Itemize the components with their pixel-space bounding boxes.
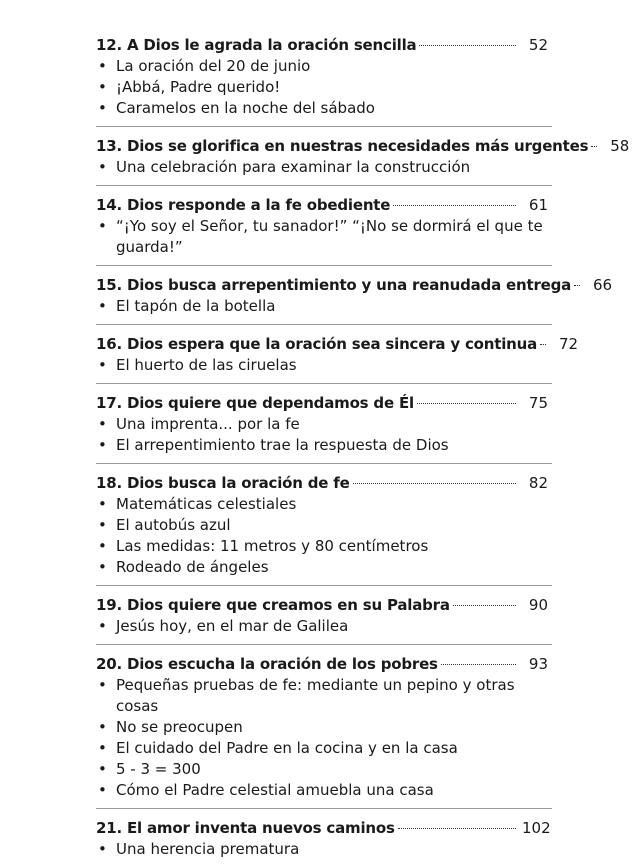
subsection-item — [96, 616, 548, 637]
bullet-icon: • — [98, 158, 107, 176]
subsection-title: El cuidado del Padre en la cocina y en la casa — [116, 739, 458, 757]
subsection-title: El arrepentimiento trae la respuesta de Dios — [116, 436, 449, 454]
subsection-list — [96, 839, 548, 860]
toc-chapter — [96, 653, 548, 809]
subsection-item — [96, 536, 548, 557]
chapter-title: 12. A Dios le agrada la oración sencilla — [96, 36, 417, 54]
bullet-icon: • — [98, 739, 107, 757]
toc-chapter — [96, 472, 548, 586]
subsection-title: Pequeñas pruebas de fe: mediante un pepino y otras cosas — [116, 676, 515, 715]
bullet-icon: • — [98, 99, 107, 117]
subsection-title: El tapón de la botella — [116, 297, 276, 315]
dot-leader — [574, 285, 580, 286]
toc-chapter — [96, 594, 548, 645]
subsection-item — [96, 355, 548, 376]
subsection-list — [96, 355, 548, 376]
bullet-icon: • — [98, 57, 107, 75]
chapter-heading[interactable] — [96, 333, 579, 355]
subsection-item — [96, 98, 548, 119]
subsection-title: Rodeado de ángeles — [116, 558, 269, 576]
subsection-list — [96, 616, 548, 637]
bullet-icon: • — [98, 537, 107, 555]
bullet-icon: • — [98, 495, 107, 513]
bullet-icon: • — [98, 840, 107, 858]
chapter-heading[interactable] — [96, 34, 548, 56]
subsection-title: La oración del 20 de junio — [116, 57, 311, 75]
chapter-title: 18. Dios busca la oración de fe — [96, 474, 350, 492]
subsection-list — [96, 216, 548, 258]
dot-leader — [540, 344, 546, 345]
chapter-heading[interactable] — [96, 135, 630, 157]
chapter-heading[interactable] — [96, 392, 548, 414]
dot-leader — [417, 403, 516, 404]
dot-leader — [353, 483, 516, 484]
subsection-item — [96, 717, 548, 738]
dot-leader — [591, 146, 597, 147]
subsection-item — [96, 216, 548, 258]
chapter-page-number: 66 — [593, 276, 613, 294]
chapter-page-number: 72 — [558, 335, 579, 353]
subsection-list — [96, 56, 548, 119]
chapter-heading[interactable] — [96, 653, 548, 675]
bullet-icon: • — [98, 78, 107, 96]
chapter-page-number: 102 — [522, 819, 551, 837]
subsection-title: ¡Abbá, Padre querido! — [116, 78, 281, 96]
subsection-item — [96, 839, 548, 860]
chapter-title: 13. Dios se glorifica en nuestras necesidades más urgentes — [96, 137, 589, 155]
toc-chapter — [96, 194, 548, 266]
chapter-title: 17. Dios quiere que dependamos de Él — [96, 394, 414, 412]
bullet-icon: • — [98, 516, 107, 534]
bullet-icon: • — [98, 436, 107, 454]
bullet-icon: • — [98, 217, 107, 235]
subsection-title: 5 - 3 = 300 — [116, 760, 201, 778]
toc-chapter — [96, 34, 548, 127]
subsection-list — [96, 675, 548, 801]
subsection-title: Una imprenta... por la fe — [116, 415, 300, 433]
subsection-title: Una herencia prematura — [116, 840, 300, 858]
chapter-title: 14. Dios responde a la fe obediente — [96, 196, 391, 214]
subsection-item — [96, 56, 548, 77]
subsection-title: No se preocupen — [116, 718, 243, 736]
subsection-item — [96, 414, 548, 435]
subsection-item — [96, 77, 548, 98]
subsection-list — [96, 414, 548, 456]
chapter-page-number: 90 — [528, 596, 548, 614]
subsection-item — [96, 759, 548, 780]
chapter-heading[interactable] — [96, 594, 548, 616]
subsection-item — [96, 435, 548, 456]
dot-leader — [453, 605, 516, 606]
subsection-item — [96, 780, 548, 801]
subsection-list — [96, 157, 548, 178]
chapter-title: 21. El amor inventa nuevos caminos — [96, 819, 395, 837]
subsection-item — [96, 557, 548, 578]
bullet-icon: • — [98, 558, 107, 576]
chapter-title: 16. Dios espera que la oración sea sincera y continua — [96, 335, 538, 353]
bullet-icon: • — [98, 760, 107, 778]
chapter-heading[interactable] — [96, 274, 613, 296]
dot-leader — [441, 664, 516, 665]
toc-chapter — [96, 333, 579, 384]
chapter-page-number: 75 — [528, 394, 548, 412]
toc-chapter — [96, 274, 613, 325]
subsection-title: El huerto de las ciruelas — [116, 356, 297, 374]
toc-chapter — [96, 135, 630, 186]
toc-chapter — [96, 392, 548, 464]
bullet-icon: • — [98, 356, 107, 374]
subsection-title: Una celebración para examinar la construcción — [116, 158, 471, 176]
bullet-icon: • — [98, 297, 107, 315]
chapter-page-number: 61 — [528, 196, 548, 214]
subsection-title: Caramelos en la noche del sábado — [116, 99, 375, 117]
subsection-item — [96, 515, 548, 536]
bullet-icon: • — [98, 676, 107, 694]
bullet-icon: • — [98, 718, 107, 736]
subsection-title: Las medidas: 11 metros y 80 centímetros — [116, 537, 429, 555]
subsection-title: El autobús azul — [116, 516, 231, 534]
bullet-icon: • — [98, 781, 107, 799]
chapter-page-number: 58 — [610, 137, 630, 155]
subsection-list — [96, 296, 548, 317]
chapter-page-number: 52 — [528, 36, 548, 54]
chapter-heading[interactable] — [96, 472, 548, 494]
subsection-title: Cómo el Padre celestial amuebla una casa — [116, 781, 434, 799]
subsection-item — [96, 494, 548, 515]
chapter-title: 20. Dios escucha la oración de los pobres — [96, 655, 438, 673]
dot-leader — [398, 828, 516, 829]
dot-leader — [419, 45, 516, 46]
dot-leader — [393, 205, 516, 206]
chapter-page-number: 82 — [528, 474, 548, 492]
chapter-page-number: 93 — [528, 655, 548, 673]
subsection-title: Jesús hoy, en el mar de Galilea — [116, 617, 349, 635]
subsection-title: Matemáticas celestiales — [116, 495, 297, 513]
toc-chapter — [96, 817, 551, 868]
table-of-contents — [96, 34, 630, 868]
bullet-icon: • — [98, 617, 107, 635]
subsection-list — [96, 494, 548, 578]
subsection-item — [96, 675, 548, 717]
subsection-title: “¡Yo soy el Señor, tu sanador!” “¡No se dormirá el que te guarda!” — [116, 217, 543, 256]
subsection-item — [96, 157, 548, 178]
chapter-heading[interactable] — [96, 194, 548, 216]
chapter-title: 19. Dios quiere que creamos en su Palabra — [96, 596, 450, 614]
chapter-heading[interactable] — [96, 817, 551, 839]
bullet-icon: • — [98, 415, 107, 433]
subsection-item — [96, 296, 548, 317]
subsection-item — [96, 738, 548, 759]
chapter-title: 15. Dios busca arrepentimiento y una reanudada entrega — [96, 276, 572, 294]
